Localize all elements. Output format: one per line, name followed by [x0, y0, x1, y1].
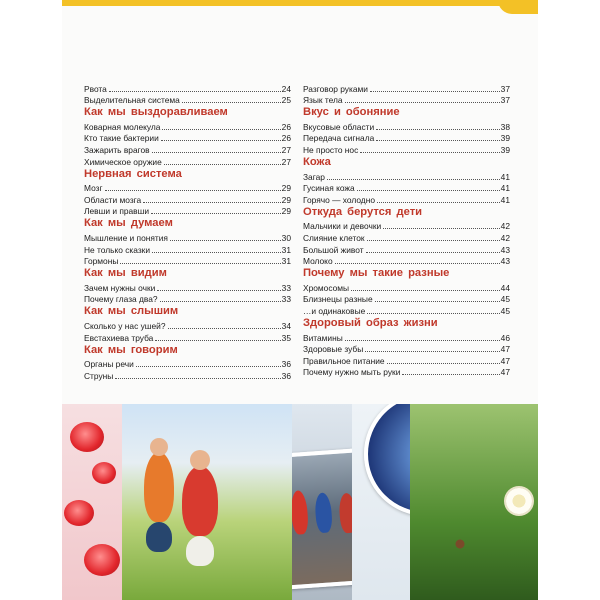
toc-entry-title: Язык тела	[303, 95, 343, 106]
toc-entry	[303, 143, 510, 155]
toc-entry	[84, 132, 291, 144]
toc-entry	[303, 182, 510, 194]
photo-strip	[62, 404, 538, 600]
toc-page-number: 27	[281, 156, 291, 167]
toc-entry-title: Мозг	[84, 183, 103, 194]
toc-page-number: 37	[500, 83, 510, 94]
toc-entry	[303, 354, 510, 366]
toc-entry	[303, 170, 510, 182]
toc-entry	[303, 293, 510, 305]
toc-section-heading: Вкус и обоняние	[303, 106, 400, 119]
toc-entry-title: Левши и правши	[84, 206, 150, 217]
toc-entry-title: Гормоны	[84, 256, 119, 267]
toc-entry-title: Зажарить врагов	[84, 144, 150, 155]
toc-leader-dots	[360, 151, 499, 153]
toc-entry	[84, 281, 291, 293]
toc-entry	[303, 343, 510, 355]
running-children-photo	[122, 404, 318, 600]
toc-entry-title: Рвота	[84, 83, 107, 94]
toc-leader-dots	[160, 300, 281, 302]
toc-entry	[303, 281, 510, 293]
toc-leader-dots	[351, 289, 500, 291]
toc-leader-dots	[136, 365, 281, 367]
toc-entry	[84, 94, 291, 106]
toc-entry	[303, 366, 510, 378]
toc-leader-dots	[367, 312, 499, 314]
toc-entry	[84, 143, 291, 155]
toc-entry-title: Не только сказки	[84, 244, 151, 255]
plant-flower-photo	[410, 404, 538, 600]
toc-leader-dots	[151, 212, 281, 214]
toc-entry-title: Мышление и понятия	[84, 232, 168, 243]
toc-entry-title: Кто такие бактерии	[84, 133, 159, 144]
toc-page-number: 24	[281, 83, 291, 94]
toc-page-number: 36	[281, 370, 291, 381]
toc-entry-title: Мальчики и девочки	[303, 221, 382, 232]
toc-section-heading: Нервная система	[84, 167, 182, 180]
toc-leader-dots	[155, 339, 280, 341]
toc-leader-dots	[345, 339, 500, 341]
toc-page-number: 35	[281, 332, 291, 343]
toc-right-column	[303, 82, 510, 377]
toc-entry-title: Почему глаза два?	[84, 294, 158, 305]
toc-page-number: 37	[500, 95, 510, 106]
toc-entry	[303, 304, 510, 316]
toc-entry	[303, 331, 510, 343]
toc-leader-dots	[345, 101, 500, 103]
toc-leader-dots	[170, 239, 281, 241]
toc-entry	[84, 331, 291, 343]
toc-entry	[84, 182, 291, 194]
toc-entry	[84, 120, 291, 132]
toc-entry-title: Витамины	[303, 332, 343, 343]
toc-section-heading: Почему мы такие разные	[303, 267, 450, 280]
toc-entry	[84, 358, 291, 370]
toc-page-number: 47	[500, 344, 510, 355]
toc-section-heading: Откуда берутся дети	[303, 205, 423, 218]
toc-entry	[84, 293, 291, 305]
toc-entry-title: Коварная молекула	[84, 121, 161, 132]
toc-page-number: 29	[281, 206, 291, 217]
toc-page-number: 29	[281, 183, 291, 194]
toc-section-heading: Как мы думаем	[84, 217, 173, 230]
toc-page-number: 26	[281, 133, 291, 144]
toc-leader-dots	[335, 262, 500, 264]
toc-leader-dots	[143, 201, 280, 203]
toc-leader-dots	[327, 178, 500, 180]
toc-entry	[303, 132, 510, 144]
toc-page-number: 41	[500, 183, 510, 194]
toc-entry	[84, 243, 291, 255]
toc-page-number: 27	[281, 144, 291, 155]
toc-entry	[303, 243, 510, 255]
toc-entry	[303, 94, 510, 106]
toc-leader-dots	[377, 201, 500, 203]
toc-page-number: 36	[281, 359, 291, 370]
toc-page-number: 33	[281, 294, 291, 305]
toc-leader-dots	[161, 139, 281, 141]
toc-entry	[303, 231, 510, 243]
toc-leader-dots	[365, 350, 499, 352]
toc-section-heading: Как мы видим	[84, 267, 167, 280]
toc-entry	[84, 255, 291, 267]
toc-page-number: 30	[281, 232, 291, 243]
toc-page-number: 45	[500, 294, 510, 305]
toc-leader-dots	[182, 101, 281, 103]
toc-page-number: 41	[500, 171, 510, 182]
toc-page-number: 42	[500, 232, 510, 243]
book-page	[62, 0, 538, 600]
toc-page-number: 44	[500, 282, 510, 293]
toc-leader-dots	[387, 362, 500, 364]
toc-page-number: 26	[281, 121, 291, 132]
toc-page-number: 29	[281, 194, 291, 205]
toc-left-column	[84, 82, 291, 381]
toc-leader-dots	[115, 377, 280, 379]
toc-page-number: 33	[281, 282, 291, 293]
toc-page-number: 42	[500, 221, 510, 232]
toc-section-heading: Как мы выздоравливаем	[84, 106, 228, 119]
toc-leader-dots	[120, 262, 280, 264]
toc-page-number: 34	[281, 320, 291, 331]
toc-leader-dots	[152, 251, 281, 253]
toc-entry-title: Хромосомы	[303, 282, 350, 293]
toc-entry	[84, 231, 291, 243]
toc-page-number: 31	[281, 256, 291, 267]
toc-entry	[84, 82, 291, 94]
toc-entry-title: Выделительная система	[84, 95, 180, 106]
page-corner-tab	[498, 0, 538, 14]
toc-leader-dots	[157, 289, 280, 291]
toc-entry-title: Сколько у нас ушей?	[84, 320, 166, 331]
toc-leader-dots	[109, 90, 281, 92]
top-color-band	[62, 0, 538, 6]
toc-leader-dots	[357, 189, 500, 191]
toc-page-number: 43	[500, 256, 510, 267]
toc-page-number: 39	[500, 133, 510, 144]
toc-entry-title: Большой живот	[303, 244, 364, 255]
toc-page-number: 47	[500, 367, 510, 378]
toc-leader-dots	[366, 251, 500, 253]
toc-page-number: 38	[500, 121, 510, 132]
toc-entry-title: Молоко	[303, 256, 333, 267]
toc-entry	[303, 82, 510, 94]
toc-leader-dots	[168, 327, 281, 329]
toc-leader-dots	[376, 139, 499, 141]
toc-entry	[303, 193, 510, 205]
blood-cells-photo	[62, 404, 122, 600]
toc-leader-dots	[370, 90, 500, 92]
toc-entry	[303, 220, 510, 232]
toc-entry-title: …и одинаковые	[303, 305, 366, 316]
toc-page-number: 25	[281, 95, 291, 106]
toc-page-number: 39	[500, 144, 510, 155]
toc-entry	[84, 193, 291, 205]
toc-leader-dots	[367, 239, 500, 241]
toc-section-heading: Как мы слышим	[84, 305, 179, 318]
toc-leader-dots	[375, 300, 500, 302]
toc-entry-title: Евстахиева труба	[84, 332, 154, 343]
toc-entry	[84, 319, 291, 331]
toc-entry-title: Правильное питание	[303, 355, 385, 366]
toc-leader-dots	[383, 227, 499, 229]
toc-entry	[303, 120, 510, 132]
toc-section-heading: Как мы говорим	[84, 343, 178, 356]
toc-entry-title: Вкусовые области	[303, 121, 375, 132]
toc-entry	[84, 155, 291, 167]
toc-leader-dots	[152, 151, 281, 153]
toc-entry-title: Близнецы разные	[303, 294, 373, 305]
toc-page-number: 31	[281, 244, 291, 255]
toc-entry-title: Гусиная кожа	[303, 183, 355, 194]
toc-entry-title: Слияние клеток	[303, 232, 365, 243]
toc-page-number: 47	[500, 355, 510, 366]
toc-entry	[303, 255, 510, 267]
toc-leader-dots	[402, 373, 499, 375]
toc-page-number: 45	[500, 305, 510, 316]
toc-leader-dots	[376, 128, 500, 130]
toc-page-number: 43	[500, 244, 510, 255]
toc-entry	[84, 205, 291, 217]
toc-leader-dots	[105, 189, 281, 191]
toc-entry-title: Органы речи	[84, 359, 134, 370]
toc-entry-title: Зачем нужны очки	[84, 282, 156, 293]
toc-entry-title: Почему нужно мыть руки	[303, 367, 401, 378]
toc-entry-title: Горячо — холодно	[303, 194, 375, 205]
toc-entry-title: Химическое оружие	[84, 156, 162, 167]
toc-entry-title: Области мозга	[84, 194, 142, 205]
toc-section-heading: Здоровый образ жизни	[303, 316, 438, 329]
toc-page-number: 46	[500, 332, 510, 343]
toc-entry-title: Разговор руками	[303, 83, 368, 94]
toc-leader-dots	[162, 128, 280, 130]
toc-section-heading: Кожа	[303, 155, 331, 168]
toc-entry-title: Здоровые зубы	[303, 344, 364, 355]
toc-entry-title: Не просто нос	[303, 144, 359, 155]
toc-leader-dots	[164, 163, 281, 165]
toc-entry-title: Струны	[84, 370, 114, 381]
toc-entry	[84, 369, 291, 381]
toc-entry-title: Передача сигнала	[303, 133, 375, 144]
toc-entry-title: Загар	[303, 171, 325, 182]
toc-page-number: 41	[500, 194, 510, 205]
